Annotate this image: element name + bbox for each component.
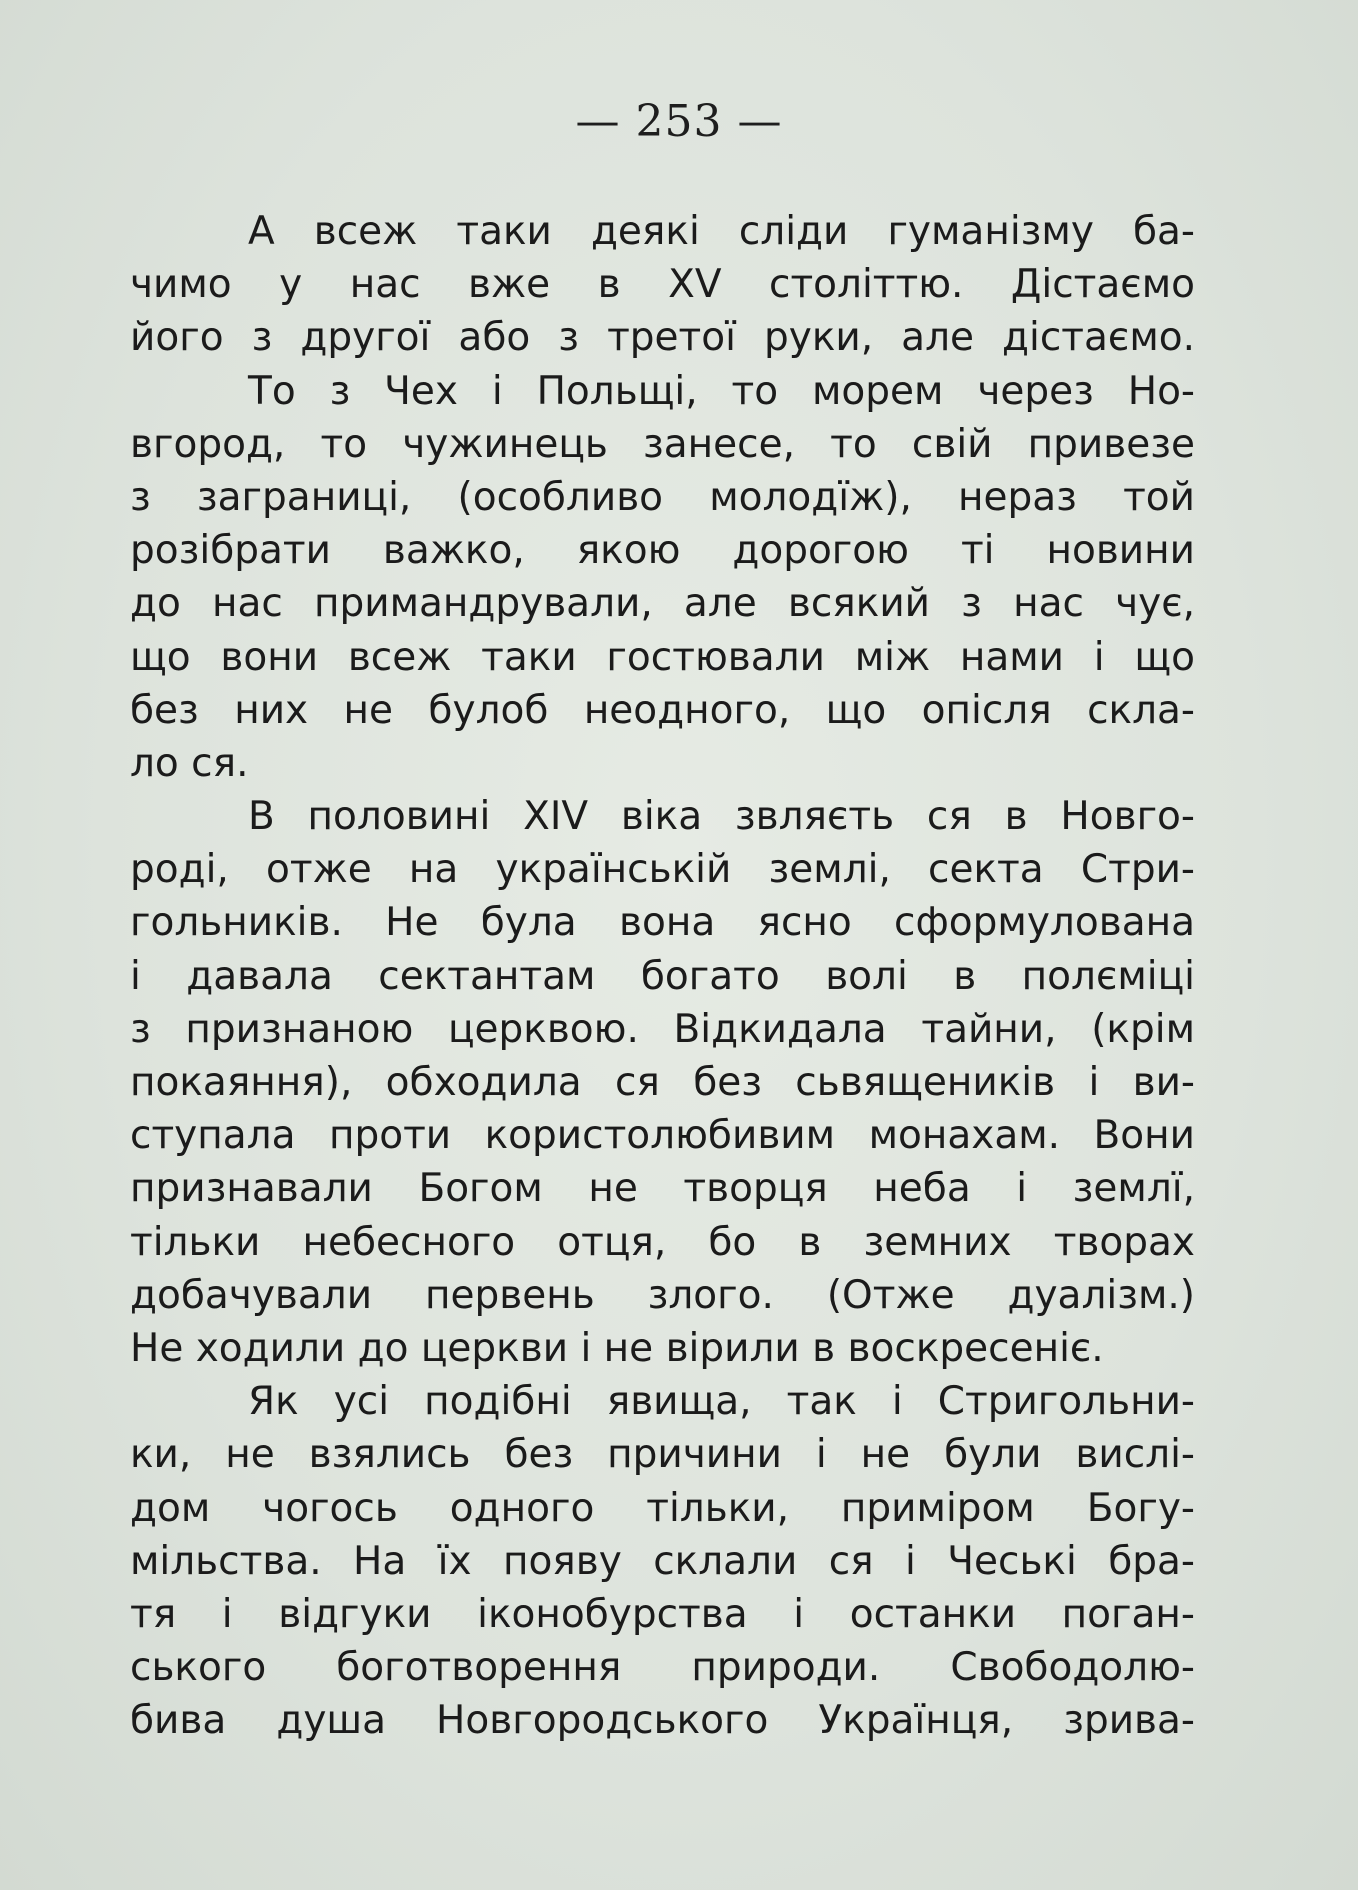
text-line: дом чогось одного тільки, приміром Богу- — [130, 1485, 1195, 1531]
text-line: вгород, то чужинець занесе, то свій привезе — [130, 421, 1195, 467]
text-line: Не ходили до церкви і не вірили в воскресеніє. — [130, 1325, 1104, 1371]
text-line: добачували первень злого. (Отже дуалізм.) — [130, 1272, 1195, 1318]
text-line: і давала сектантам богато волі в полєміці — [130, 953, 1195, 999]
text-line: гольників. Не була вона ясно сформулована — [130, 900, 1195, 946]
text-line: до нас примандрували, але всякий з нас чує, — [130, 581, 1195, 627]
text-line: ло ся. — [130, 740, 249, 786]
text-line: покаяння), обходила ся без сьвящеників і ви- — [130, 1060, 1195, 1105]
text-line: з признаною церквою. Відкидала тайни, (крім — [130, 1006, 1195, 1052]
text-line: бива душа Новгородського Українця, зрива- — [130, 1698, 1195, 1744]
text-line: роді, отже на українській землі, секта Стри- — [130, 847, 1195, 893]
text-line: що вони всеж таки гостювали між нами і що — [130, 634, 1195, 680]
text-line: То з Чех і Польщі, то морем через Но- — [248, 368, 1195, 414]
text-line: з заграниці, (особливо молодїж), нераз той — [130, 474, 1195, 520]
page-number: — 253 — — [575, 96, 783, 147]
text-line: ступала проти користолюбивим монахам. Вони — [130, 1113, 1195, 1159]
body-text — [130, 205, 1195, 1747]
text-line: признавали Богом не творця неба і землї, — [130, 1166, 1195, 1212]
text-line: ського боготворення природи. Свободолю- — [130, 1645, 1195, 1691]
text-line: ки, не взялись без причини і не були вислі- — [130, 1432, 1195, 1478]
text-line: мільства. На їх появу склали ся і Чеські бра- — [130, 1538, 1195, 1584]
text-line: розібрати важко, якою дорогою ті новини — [130, 528, 1195, 574]
text-line: тя і відгуки іконобурства і останки поган- — [130, 1591, 1195, 1637]
text-line: А всеж таки деякі сліди гуманізму ба- — [248, 209, 1195, 254]
text-line: без них не булоб неодного, що опісля скла- — [130, 687, 1195, 733]
text-line: тільки небесного отця, бо в земних творах — [130, 1219, 1195, 1265]
text-line: його з другої або з третої руки, але дістаємо. — [130, 315, 1195, 361]
text-line: чимо у нас вже в XV століттю. Дістаємо — [130, 262, 1195, 308]
text-line: В половині XIV віка звляєть ся в Новго- — [248, 794, 1195, 840]
text-line: Як усі подібні явища, так і Стригольни- — [248, 1379, 1195, 1425]
